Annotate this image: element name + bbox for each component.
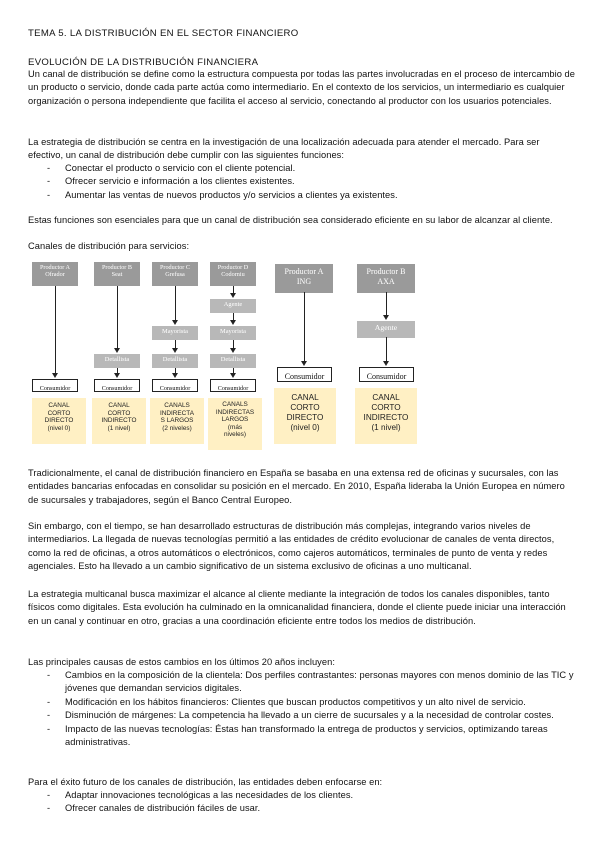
channel-label: CANALS INDIRECTAS LARGOS (más niveles)	[208, 398, 262, 450]
channel-label: CANAL CORTO INDIRECTO (1 nivel)	[92, 398, 146, 444]
intermediary-box: Agente	[357, 321, 415, 338]
producer-box: Productor B Seat	[94, 262, 140, 286]
consumer-box: Consumidor	[359, 367, 414, 382]
intermediary-box: Detallista	[210, 354, 256, 368]
complex-paragraph: Sin embargo, con el tiempo, se han desarrollado estructuras de distribución más complejas, integrando varios niveles de intermediarios. La llegada de nuevas tecnologías permitió a las entidades de crédito evolucionar de canales de venta directos, como la red de oficinas, a otros automáticos o electrónicos, como cajeros automáticos, terminales de punto de venta y redes agenciales. Esto ha llevado a un cambio significativo de un sistema exclusivo de oficinas a uno multicanal.	[28, 521, 555, 572]
traditional-paragraph: Tradicionalmente, el canal de distribución financiero en España se basaba en una extensa red de oficinas y sucursales, con las entidades bancarias enfocadas en consolidar su posición en el mercado. En 2010, España lideraba la Unión Europea en número de sucursales y trabajadores, según el Banco Central Europeo.	[28, 468, 565, 505]
intro-paragraph: Un canal de distribución se define como la estructura compuesta por todas las partes involucradas en el proceso de intercambio de un producto o servicio, donde cada parte actúa como intermediario. En el contexto de los servicios, un intermediario es cualquier organización o persona independiente que facilita el acceso al servicio, conectando al productor con los usuarios potenciales.	[28, 69, 576, 106]
functions-list	[28, 162, 576, 202]
consumer-box: Consumidor	[32, 379, 78, 392]
distribution-channels-diagram	[28, 258, 556, 453]
consumer-box: Consumidor	[210, 379, 256, 392]
intermediary-box: Detallista	[94, 354, 140, 368]
list-item: - Ofrecer canales de distribución fáciles de usar.	[28, 802, 576, 815]
intermediary-box: Mayorista	[210, 326, 256, 340]
consumer-box: Consumidor	[94, 379, 140, 392]
channel-label: CANAL CORTO INDIRECTO (1 nivel)	[355, 388, 417, 444]
channel-label: CANAL CORTO DIRECTO (nivel 0)	[274, 388, 336, 444]
producer-box: Productor B AXA	[357, 264, 415, 293]
list-item: - Conectar el producto o servicio con el cliente potencial.	[28, 162, 576, 175]
list-item: - Adaptar innovaciones tecnológicas a las necesidades de los clientes.	[28, 789, 576, 802]
intermediary-box: Detallista	[152, 354, 198, 368]
channel-label: CANAL CORTO DIRECTO (nivel 0)	[32, 398, 86, 444]
producer-box: Productor D Codorniu	[210, 262, 256, 286]
list-item: - Cambios en la composición de la clientela: Dos perfiles contrastantes: personas mayores con menos dominio de las TIC y jóvenes que demandan servicios digitales.	[28, 669, 576, 696]
list-item: - Disminución de márgenes: La competencia ha llevado a un cierre de sucursales y a la necesidad de controlar costes.	[28, 709, 576, 722]
intermediary-box: Agente	[210, 299, 256, 313]
producer-box: Productor C Grefusa	[152, 262, 198, 286]
list-item: - Impacto de las nuevas tecnologías: Éstas han transformado la entrega de productos y servicios, optimizando tareas administrativas.	[28, 723, 576, 750]
list-item: - Aumentar las ventas de nuevos productos y/o servicios a clientes ya existentes.	[28, 189, 576, 202]
list-item: - Modificación en los hábitos financieros: Clientes que buscan productos competitivos y un alto nivel de servicio.	[28, 696, 576, 709]
causes-intro: Las principales causas de estos cambios en los últimos 20 años incluyen:	[28, 657, 335, 667]
strategy-paragraph: La estrategia de distribución se centra en la investigación de una localización adecuada para atender el mercado. Para ser efectivo, un canal de distribución debe cumplir con las siguientes funciones:	[28, 137, 540, 161]
document-title: TEMA 5. LA DISTRIBUCIÓN EN EL SECTOR FINANCIERO	[28, 28, 299, 39]
consumer-box: Consumidor	[152, 379, 198, 392]
channel-label: CANALS INDIRECTA S LARGOS (2 niveles)	[150, 398, 204, 444]
channels-caption: Canales de distribución para servicios:	[28, 241, 190, 251]
essential-paragraph: Estas funciones son esenciales para que un canal de distribución sea considerado eficiente en su labor de alcanzar al cliente.	[28, 215, 553, 225]
future-intro: Para el éxito futuro de los canales de distribución, las entidades deben enfocarse en:	[28, 777, 383, 787]
intermediary-box: Mayorista	[152, 326, 198, 340]
future-list	[28, 789, 576, 816]
producer-box: Productor A ING	[275, 264, 333, 293]
consumer-box: Consumidor	[277, 367, 332, 382]
multichannel-paragraph: La estrategia multicanal busca maximizar el alcance al cliente mediante la integración de todos los canales disponibles, tanto físicos como digitales. Esta evolución ha culminado en la omnicanalidad financiera, donde el cliente puede iniciar una interacción en un canal y continuar en otro, gracias a una coordinación eficiente entre todos los medios de distribución.	[28, 589, 566, 626]
causes-list	[28, 669, 576, 749]
list-item: - Ofrecer servicio e información a los clientes existentes.	[28, 175, 576, 188]
producer-box: Productor A Ofrador	[32, 262, 78, 286]
section-heading: EVOLUCIÓN DE LA DISTRIBUCIÓN FINANCIERA	[28, 57, 259, 68]
